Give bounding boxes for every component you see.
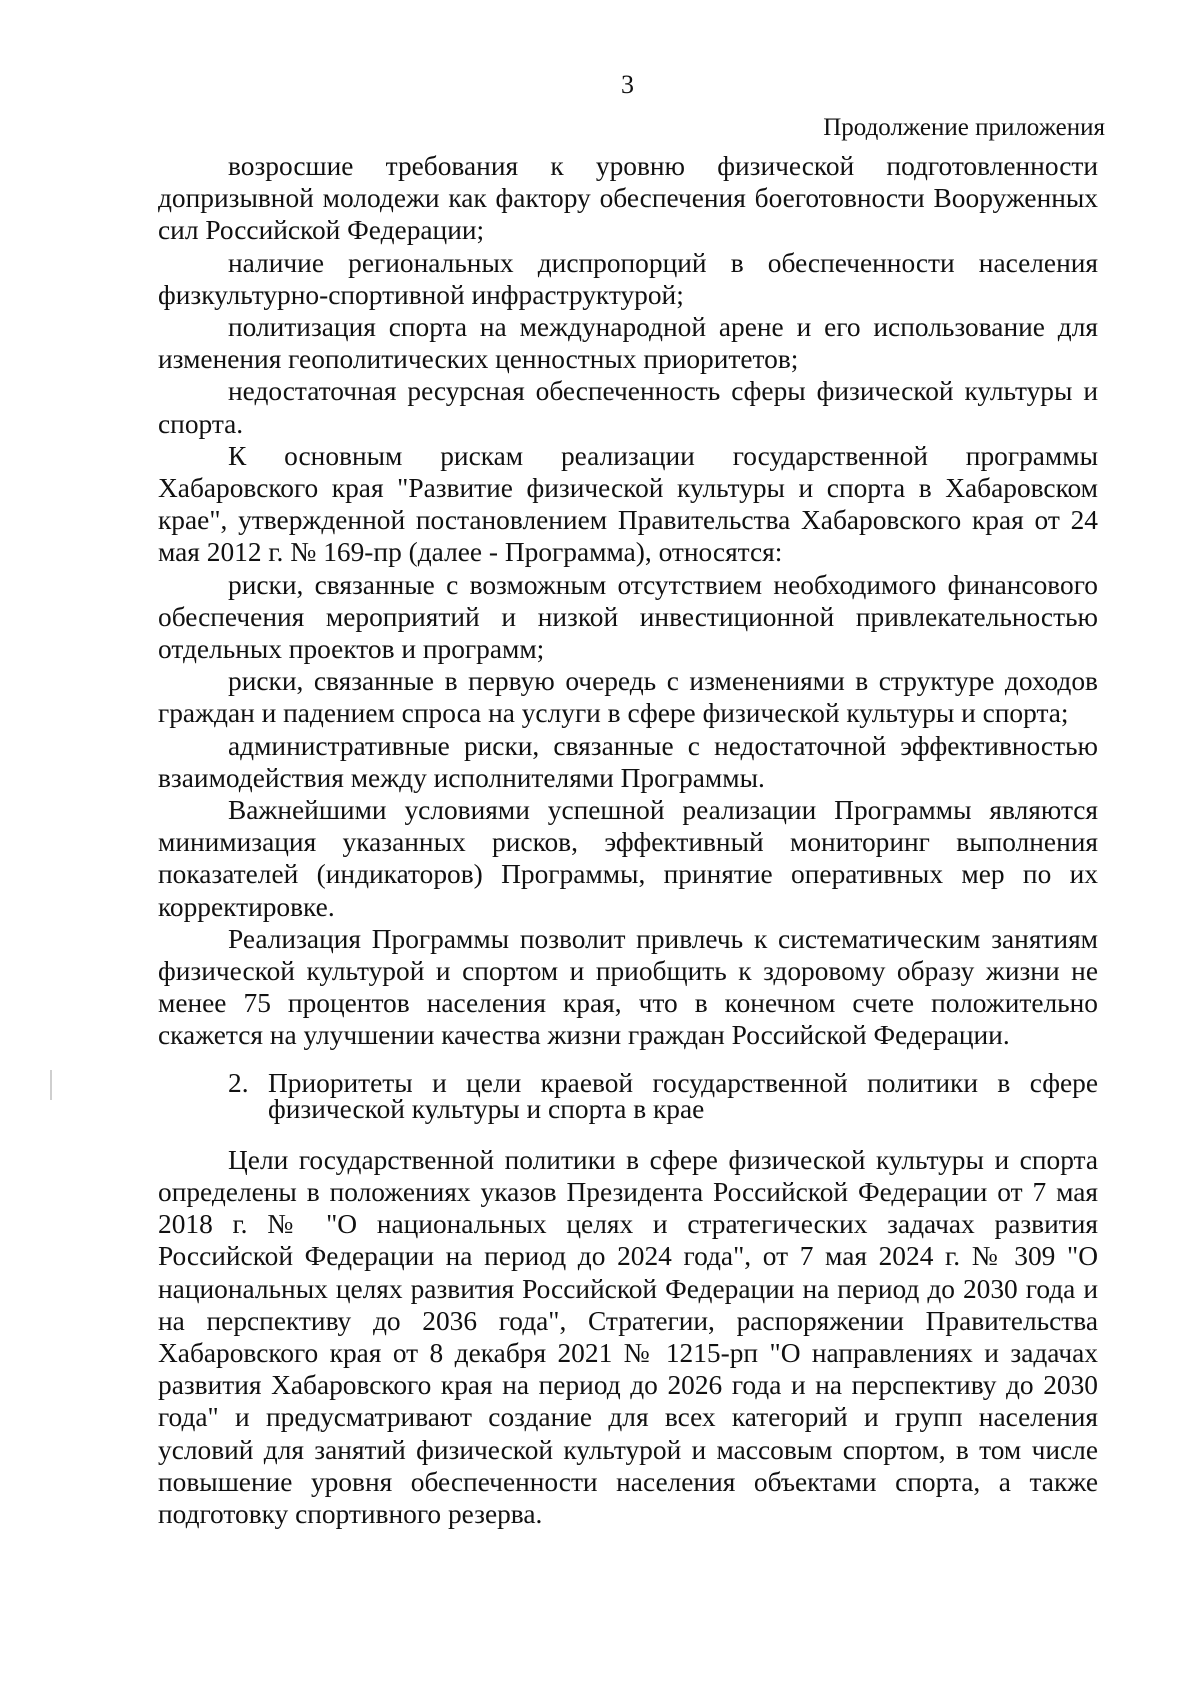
paragraph: Цели государственной политики в сфере физической культуры и спорта определены в положениях указов Президента Российской Федерации от 7 мая 2018 г. № "О национальных целях и стратегических задачах развития Российской Федерации на период до 2024 года", от 7 мая 2024 г. № 309 "О национальных целях развития Российской Федерации на период до 2030 года и на перспективу до 2036 года", Стратегии, распоряжении Правительства Хабаровского края от 8 декабря 2021 № 1215-рп "О направлениях и задачах развития Хабаровского края на период до 2026 года и на перспективу до 2030 года" и предусматривают создание для всех категорий и групп населения условий для занятий физической культурой и массовым спортом, в том числе повышение уровня обеспеченности населения объектами спорта, а также подготовку спортивного резерва. [158,1144,1098,1529]
section-number: 2. [228,1067,249,1098]
paragraph: К основным рискам реализации государственной программы Хабаровского края "Развитие физической культуры и спорта в Хабаровском крае", утвержденной постановлением Правительства Хабаровского края от 24 мая 2012 г. № 169-пр (далее - Программа), относятся: [158,440,1098,568]
paragraph: возросшие требования к уровню физической подготовленности допризывной молодежи как фактору обеспечения боеготовности Вооруженных сил Российской Федерации; [158,151,1098,246]
continuation-label: Продолжение приложения [823,114,1105,141]
paragraph: Важнейшими условиями успешной реализации Программы являются минимизация указанных рисков, эффективный мониторинг выполнения показателей (индикаторов) Программы, принятие оперативных мер по их корректировке. [158,795,1098,922]
section-heading [158,1067,1098,1124]
paragraph: риски, связанные с возможным отсутствием необходимого финансового обеспечения мероприятий и низкой инвестиционной привлекательностью отдельных проектов и программ; [158,569,1098,665]
document-body [158,150,1098,1530]
paragraph: административные риски, связанные с недостаточной эффективностью взаимодействия между исполнителями Программы. [158,730,1098,793]
section-title: Приоритеты и цели краевой государственной политики в сфере физической культуры и спорта в крае [268,1067,1098,1124]
page-number: 3 [621,70,634,99]
paragraph: Реализация Программы позволит привлечь к систематическим занятиям физической культурой и спортом и приобщить к здоровому образу жизни не менее 75 процентов населения края, что в конечном счете положительно скажется на улучшении качества жизни граждан Российской Федерации. [158,923,1098,1051]
paragraph: политизация спорта на международной арене и его использование для изменения геополитических ценностных приоритетов; [158,312,1098,375]
paragraph: риски, связанные в первую очередь с изменениями в структуре доходов граждан и падением спроса на услуги в сфере физической культуры и спорта; [158,666,1098,729]
paragraph: наличие региональных диспропорций в обеспеченности населения физкультурно-спортивной инфраструктурой; [158,247,1098,310]
scan-margin-mark [50,1070,52,1100]
paragraph: недостаточная ресурсная обеспеченность сферы физической культуры и спорта. [158,376,1098,439]
